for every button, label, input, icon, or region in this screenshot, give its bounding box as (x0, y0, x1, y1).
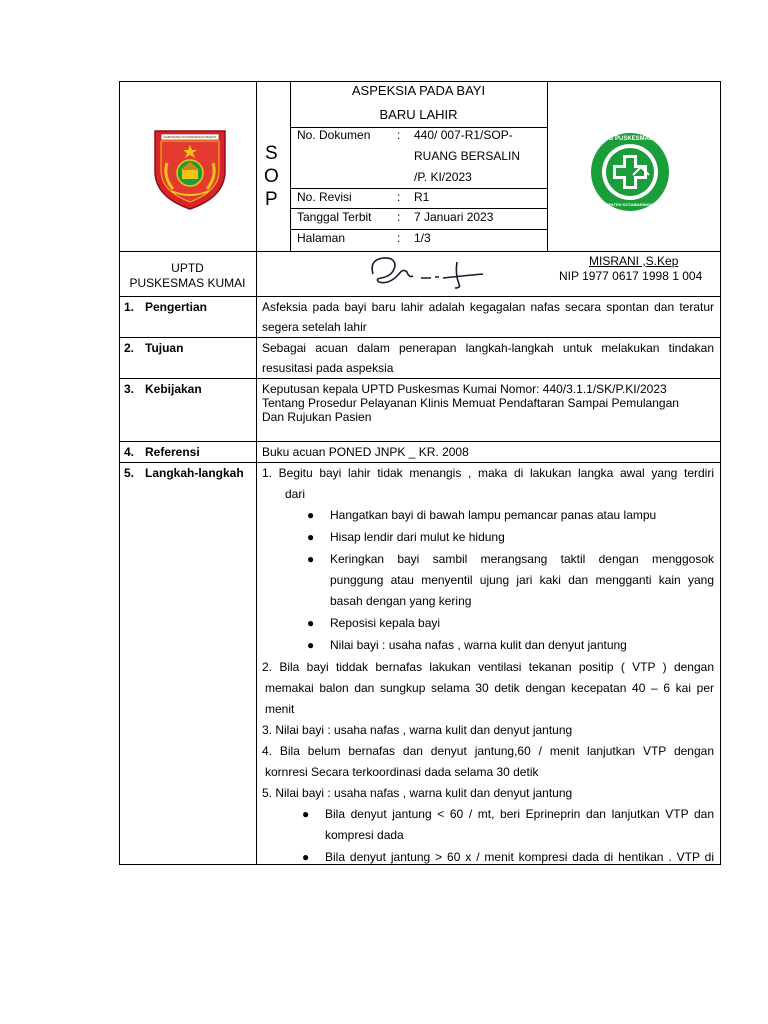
org-uptd: UPTD (171, 261, 204, 275)
field-label: Halaman (297, 231, 346, 245)
signer-name: MISRANI ,S.Kep (589, 254, 679, 268)
logo-ring-text-top: UPTD PUSKESMAS KUMAI (597, 136, 675, 142)
step-1-bullet-line: basah dengan yang kering (330, 594, 472, 608)
section-label: Referensi (145, 445, 200, 459)
org-puskesmas-kumai: PUSKESMAS KUMAI (129, 276, 246, 290)
step-4-line: kornresi Secara terkoordinasi dada selama 30 detik (265, 765, 539, 779)
section-text-line: Asfeksia pada bayi baru lahir adalah kegagalan nafas secara spontan dan teratur (262, 300, 714, 314)
field-value: 1/3 (414, 231, 431, 245)
step-5-line: 5. Nilai bayi : usaha nafas , warna kulit dan denyut jantung (262, 786, 573, 800)
step-2-line: menit (265, 702, 295, 716)
section-text-line: resusitasi pada aspeksia (262, 361, 394, 375)
step-1-bullet-line: Reposisi kepala bayi (330, 616, 441, 630)
field-colon: : (397, 210, 401, 224)
document-title-line2: BARU LAHIR (379, 107, 458, 122)
step-1-line: dari (285, 487, 306, 501)
section-number: 2. (124, 341, 135, 355)
step-3-line: 3. Nilai bayi : usaha nafas , warna kulit dan denyut jantung (262, 723, 573, 737)
emblem-ribbon-text: KABUPATEN KOTAWARINGIN BARAT (163, 135, 217, 139)
field-value: 440/ 007-R1/SOP- (414, 128, 513, 142)
section-number: 5. (124, 466, 135, 480)
section-text-line: Dan Rujukan Pasien (262, 410, 372, 424)
section-number: 4. (124, 445, 135, 459)
step-2-line: memakai balon dan sungkup selama 30 detik dengan kecepatan 40 – 6 kai per (265, 681, 714, 695)
step-5-bullet-line: Bila denyut jantung > 60 x / menit kompresi dada di hentikan . VTP di (325, 850, 714, 864)
bullet-icon: ● (307, 616, 315, 630)
section-number: 1. (124, 300, 135, 314)
bullet-icon: ● (307, 552, 315, 566)
sop-letter-s: S (265, 143, 278, 164)
field-value: /P. KI/2023 (414, 170, 472, 184)
section-label: Tujuan (145, 341, 184, 355)
sop-letter-p: P (265, 189, 278, 210)
section-label: Kebijakan (145, 382, 202, 396)
step-1-bullet-line: Keringkan bayi sambil merangsang taktil dengan menggosok (330, 552, 714, 566)
section-label: Pengertian (145, 300, 208, 314)
section-text-line: Sebagai acuan dalam penerapan langkah-langkah untuk melakukan tindakan (262, 341, 714, 355)
field-value: RUANG BERSALIN (414, 149, 521, 163)
puskesmas-logo (589, 131, 675, 213)
field-label: No. Revisi (297, 190, 352, 204)
section-text-line: segera setelah lahir (262, 320, 367, 334)
step-1-bullet-line: Hisap lendir dari mulut ke hidung (330, 530, 505, 544)
signature (365, 252, 515, 294)
field-colon: : (397, 128, 401, 142)
step-1-bullet-line: Nilai bayi : usaha nafas , warna kulit dan denyut jantung (330, 638, 627, 652)
step-4-line: 4. Bila belum bernafas dan denyut jantung,60 / menit lanjutkan VTP dengan (262, 744, 714, 758)
step-5-bullet-line: Bila denyut jantung < 60 / mt, beri Eprineprin dan lanjutkan VTP dan (325, 807, 714, 821)
step-1-bullet-line: Hangatkan bayi di bawah lampu pemancar panas atau lampu (330, 508, 657, 522)
field-value: 7 Januari 2023 (414, 210, 494, 224)
bullet-icon: ● (302, 807, 310, 821)
step-1-bullet-line: punggung atau menyentil ujung jari kaki dan mengganti kain yang (330, 573, 714, 587)
step-1-line: 1. Begitu bayi lahir tidak menangis , maka di lakukan langka awal yang terdiri (262, 466, 714, 480)
bullet-icon: ● (307, 530, 315, 544)
section-text-line: Tentang Prosedur Pelayanan Klinis Memuat Pendaftaran Sampai Pemulangan (262, 396, 679, 410)
document-title-line1: ASPEKSIA PADA BAYI (351, 83, 486, 98)
field-colon: : (397, 231, 401, 245)
section-text-line: Keputusan kepala UPTD Puskesmas Kumai Nomor: 440/3.1.1/SK/P.KI/2023 (262, 382, 667, 396)
step-5-bullet-line: kompresi dada (325, 828, 404, 842)
step-2-line: 2. Bila bayi tiddak bernafas lakukan ventilasi tekanan positip ( VTP ) dengan (262, 660, 714, 674)
bullet-icon: ● (307, 638, 315, 652)
bullet-icon: ● (307, 508, 315, 522)
field-value: R1 (414, 190, 430, 204)
field-label: No. Dokumen (297, 128, 371, 142)
section-label: Langkah-langkah (145, 466, 244, 480)
kotawaringin-barat-emblem (151, 125, 229, 211)
field-label: Tanggal Terbit (297, 210, 372, 224)
field-colon: : (397, 190, 401, 204)
logo-ring-text-bottom: KABUPATEN KOTAWARINGIN BARAT (597, 202, 669, 207)
sop-letter-o: O (264, 166, 279, 187)
section-number: 3. (124, 382, 135, 396)
section-text-line: Buku acuan PONED JNPK _ KR. 2008 (262, 445, 469, 459)
signer-nip: NIP 1977 0617 1998 1 004 (559, 269, 703, 283)
signature-scribble-icon (365, 252, 515, 294)
bullet-icon: ● (302, 850, 310, 864)
